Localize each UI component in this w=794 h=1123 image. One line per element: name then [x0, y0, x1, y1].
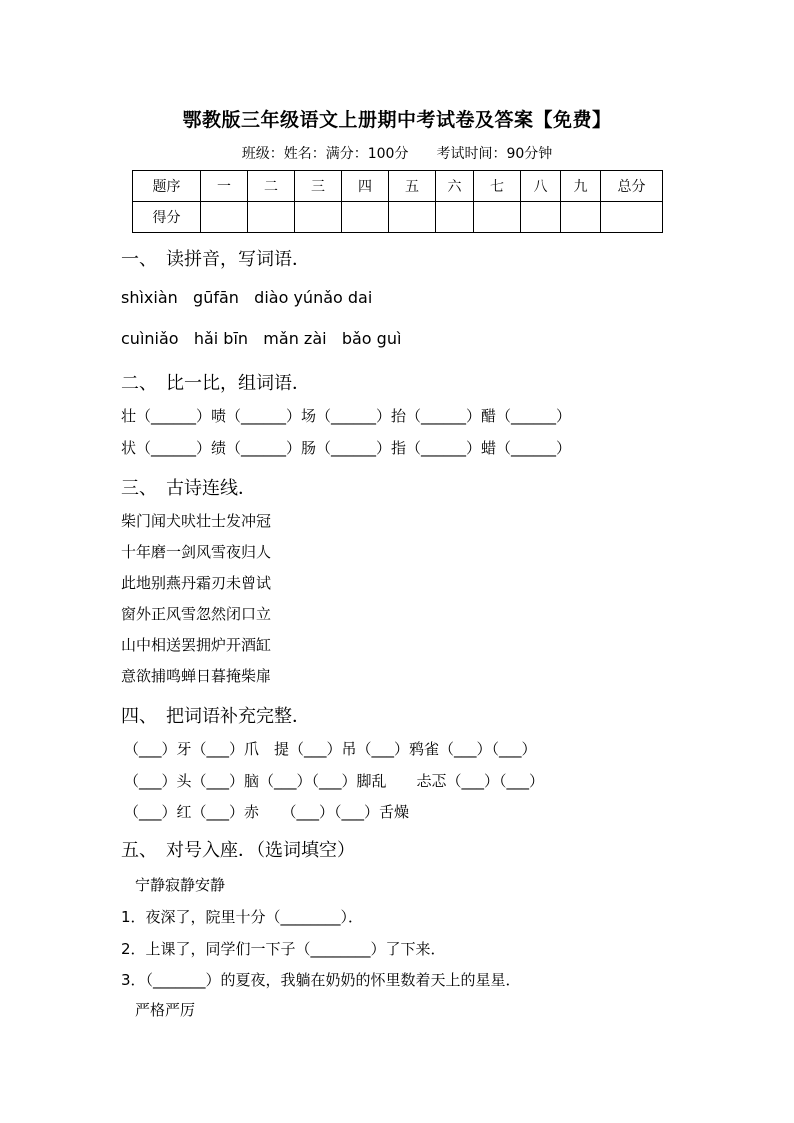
score-header-cell: 四 — [342, 171, 389, 202]
score-cell[interactable] — [248, 202, 295, 233]
score-header-cell: 五 — [389, 171, 436, 202]
score-header-cell: 一 — [201, 171, 248, 202]
idiom-line: （___）红（___）赤 （___）（___）舌燥 — [124, 803, 410, 821]
score-header-cell: 七 — [474, 171, 521, 202]
page-title: 鄂教版三年级语文上册期中考试卷及答案【免费】 — [182, 109, 612, 131]
score-row-label: 得分 — [133, 202, 201, 233]
score-table-header-row — [133, 171, 663, 202]
section-3-heading: 三、 古诗连线． — [121, 478, 256, 499]
pinyin-line: cuìniǎo hǎi bīn mǎn zài bǎo guì — [121, 329, 402, 348]
poem-line: 此地别燕丹霜刃未曾试 — [121, 574, 272, 592]
score-cell[interactable] — [561, 202, 601, 233]
score-cell[interactable] — [201, 202, 248, 233]
section-1-heading: 一、 读拼音，写词语． — [121, 249, 310, 270]
score-cell[interactable] — [342, 202, 389, 233]
compare-line: 状（______）绩（______）肠（______）指（______）蜡（______） — [121, 439, 572, 457]
score-header-cell: 六 — [436, 171, 474, 202]
poem-line: 十年磨一剑风雪夜归人 — [121, 543, 272, 561]
score-cell[interactable] — [601, 202, 663, 233]
section-4-heading: 四、 把词语补充完整． — [121, 706, 310, 727]
score-cell[interactable] — [436, 202, 474, 233]
score-cell[interactable] — [389, 202, 436, 233]
score-header-cell: 九 — [561, 171, 601, 202]
compare-line: 壮（______）啧（______）场（______）抬（______）醋（______） — [121, 407, 572, 425]
fill-blank-item: 2．上课了，同学们一下子（________）了下来． — [121, 940, 446, 958]
score-cell[interactable] — [295, 202, 342, 233]
section-5-heading: 五、 对号入座．（选词填空） — [121, 840, 355, 861]
poem-line: 柴门闻犬吠壮士发冲冠 — [121, 512, 272, 530]
fill-blank-item: 3．（_______）的夏夜，我躺在奶奶的怀里数着天上的星星． — [121, 971, 521, 989]
score-header-cell: 总分 — [601, 171, 663, 202]
pinyin-line: shìxiàn gūfān diào yúnǎo dai — [121, 288, 373, 307]
word-group: 严格严厉 — [135, 1001, 196, 1019]
exam-info: 班级：姓名：满分：100分 考试时间：90分钟 — [241, 146, 553, 162]
poem-line: 意欲捕鸣蝉日暮掩柴扉 — [121, 667, 272, 685]
score-header-cell: 题序 — [133, 171, 201, 202]
score-cell[interactable] — [474, 202, 521, 233]
score-cell[interactable] — [521, 202, 561, 233]
idiom-line: （___）牙（___）爪 提（___）吊（___）鸦雀（___）（___） — [124, 740, 537, 758]
score-header-cell: 二 — [248, 171, 295, 202]
score-table — [132, 170, 663, 233]
score-header-cell: 三 — [295, 171, 342, 202]
score-table-score-row — [133, 202, 663, 233]
poem-line: 窗外正风雪忽然闭口立 — [121, 605, 272, 623]
word-group: 宁静寂静安静 — [135, 876, 226, 894]
section-2-heading: 二、 比一比，组词语． — [121, 373, 310, 394]
fill-blank-item: 1．夜深了，院里十分（________）． — [121, 908, 364, 926]
poem-line: 山中相送罢拥炉开酒缸 — [121, 636, 272, 654]
score-header-cell: 八 — [521, 171, 561, 202]
idiom-line: （___）头（___）脑（___）（___）脚乱 忐忑（___）（___） — [124, 772, 545, 790]
